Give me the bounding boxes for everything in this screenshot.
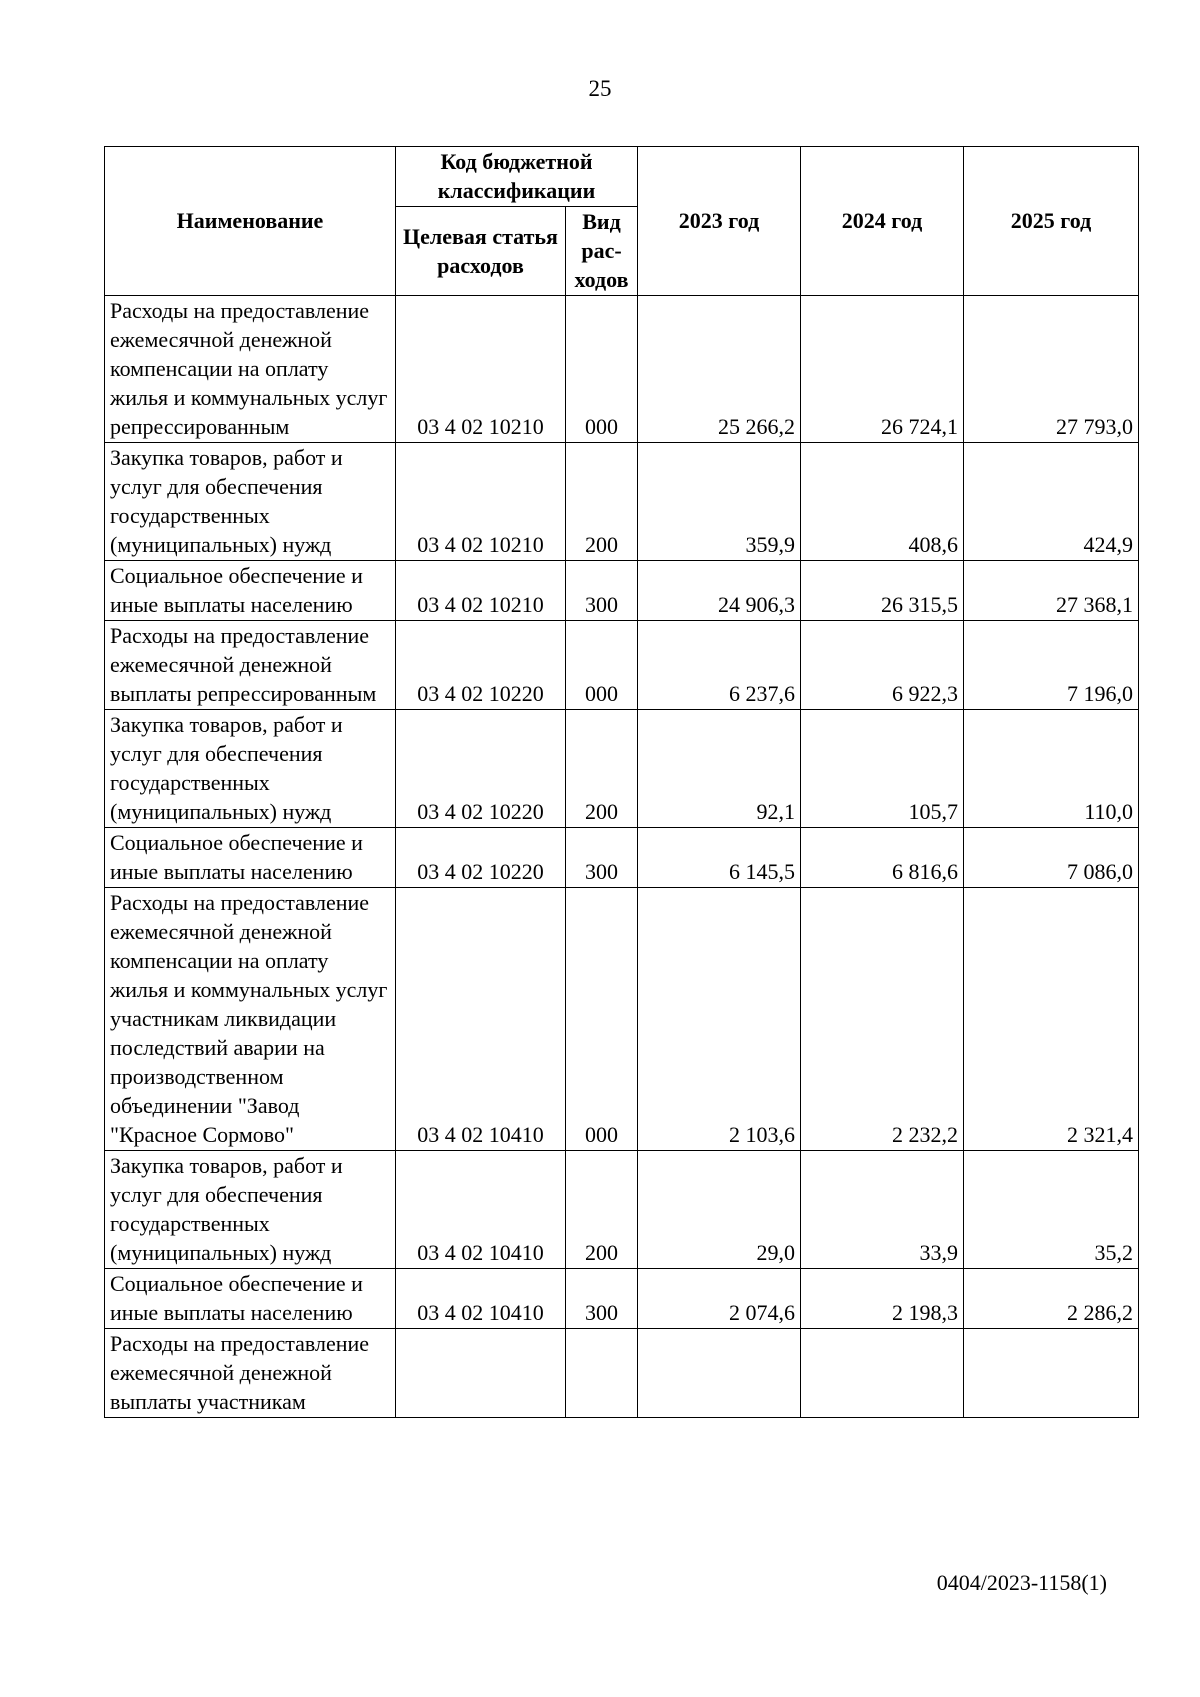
header-expense-kind: Вид рас-ходов: [566, 207, 638, 296]
cell-name: Расходы на предоставление ежемесячной денежной компенсации на оплату жилья и коммунальных услуг репрессированным: [105, 296, 396, 443]
header-2023: 2023 год: [638, 147, 801, 296]
cell-expense-kind: [566, 1329, 638, 1418]
cell-target-article: 03 4 02 10410: [396, 888, 566, 1151]
cell-2025: 2 321,4: [964, 888, 1139, 1151]
cell-2025: 7 086,0: [964, 828, 1139, 888]
cell-expense-kind: 200: [566, 1151, 638, 1269]
cell-2023: 29,0: [638, 1151, 801, 1269]
cell-name: Закупка товаров, работ и услуг для обеспечения государственных (муниципальных) нужд: [105, 710, 396, 828]
cell-expense-kind: 200: [566, 710, 638, 828]
cell-2024: [801, 1329, 964, 1418]
cell-name: Расходы на предоставление ежемесячной денежной выплаты участникам: [105, 1329, 396, 1418]
cell-target-article: [396, 1329, 566, 1418]
cell-target-article: 03 4 02 10410: [396, 1269, 566, 1329]
table-row: [105, 1151, 1139, 1269]
cell-2023: 2 074,6: [638, 1269, 801, 1329]
cell-2023: [638, 1329, 801, 1418]
cell-name: Социальное обеспечение и иные выплаты населению: [105, 1269, 396, 1329]
header-2025: 2025 год: [964, 147, 1139, 296]
cell-expense-kind: 200: [566, 443, 638, 561]
cell-target-article: 03 4 02 10210: [396, 443, 566, 561]
cell-2023: 2 103,6: [638, 888, 801, 1151]
cell-name: Социальное обеспечение и иные выплаты населению: [105, 561, 396, 621]
table-row: [105, 1329, 1139, 1418]
header-row-top: [105, 147, 1139, 207]
cell-name: Социальное обеспечение и иные выплаты населению: [105, 828, 396, 888]
cell-2024: 33,9: [801, 1151, 964, 1269]
cell-target-article: 03 4 02 10220: [396, 710, 566, 828]
table-row: [105, 296, 1139, 443]
table-row: [105, 888, 1139, 1151]
cell-expense-kind: 300: [566, 561, 638, 621]
table-row: [105, 828, 1139, 888]
cell-2023: 25 266,2: [638, 296, 801, 443]
cell-2023: 24 906,3: [638, 561, 801, 621]
document-id: 0404/2023-1158(1): [936, 1570, 1107, 1595]
cell-2025: 27 793,0: [964, 296, 1139, 443]
header-2024: 2024 год: [801, 147, 964, 296]
table-body: [105, 296, 1139, 1418]
header-target-article: Целевая статья расходов: [396, 207, 566, 296]
table-row: [105, 621, 1139, 710]
cell-expense-kind: 300: [566, 1269, 638, 1329]
cell-expense-kind: 000: [566, 888, 638, 1151]
cell-target-article: 03 4 02 10210: [396, 296, 566, 443]
table-row: [105, 443, 1139, 561]
cell-2024: 26 724,1: [801, 296, 964, 443]
cell-2025: 424,9: [964, 443, 1139, 561]
cell-name: Расходы на предоставление ежемесячной денежной выплаты репрессированным: [105, 621, 396, 710]
table-row: [105, 710, 1139, 828]
table-row: [105, 561, 1139, 621]
cell-2025: 7 196,0: [964, 621, 1139, 710]
cell-name: Закупка товаров, работ и услуг для обеспечения государственных (муниципальных) нужд: [105, 1151, 396, 1269]
cell-2023: 92,1: [638, 710, 801, 828]
cell-2023: 6 145,5: [638, 828, 801, 888]
cell-2023: 6 237,6: [638, 621, 801, 710]
cell-2024: 2 232,2: [801, 888, 964, 1151]
budget-table: [104, 146, 1139, 1418]
cell-2025: 27 368,1: [964, 561, 1139, 621]
cell-2025: [964, 1329, 1139, 1418]
cell-2024: 6 922,3: [801, 621, 964, 710]
cell-2025: 2 286,2: [964, 1269, 1139, 1329]
cell-2024: 26 315,5: [801, 561, 964, 621]
cell-expense-kind: 000: [566, 296, 638, 443]
cell-2024: 2 198,3: [801, 1269, 964, 1329]
page-number: 25: [588, 76, 612, 101]
cell-2024: 105,7: [801, 710, 964, 828]
cell-2025: 110,0: [964, 710, 1139, 828]
cell-target-article: 03 4 02 10410: [396, 1151, 566, 1269]
header-name: Наименование: [105, 147, 396, 296]
header-code-group: Код бюджетной классификации: [396, 147, 638, 207]
cell-name: Расходы на предоставление ежемесячной денежной компенсации на оплату жилья и коммунальных услуг участникам ликвидации последствий аварии на производственном объединении "Завод "Красное Сормово": [105, 888, 396, 1151]
cell-expense-kind: 000: [566, 621, 638, 710]
cell-2023: 359,9: [638, 443, 801, 561]
cell-target-article: 03 4 02 10220: [396, 621, 566, 710]
cell-2025: 35,2: [964, 1151, 1139, 1269]
cell-expense-kind: 300: [566, 828, 638, 888]
cell-2024: 408,6: [801, 443, 964, 561]
cell-name: Закупка товаров, работ и услуг для обеспечения государственных (муниципальных) нужд: [105, 443, 396, 561]
cell-2024: 6 816,6: [801, 828, 964, 888]
table-row: [105, 1269, 1139, 1329]
cell-target-article: 03 4 02 10210: [396, 561, 566, 621]
cell-target-article: 03 4 02 10220: [396, 828, 566, 888]
